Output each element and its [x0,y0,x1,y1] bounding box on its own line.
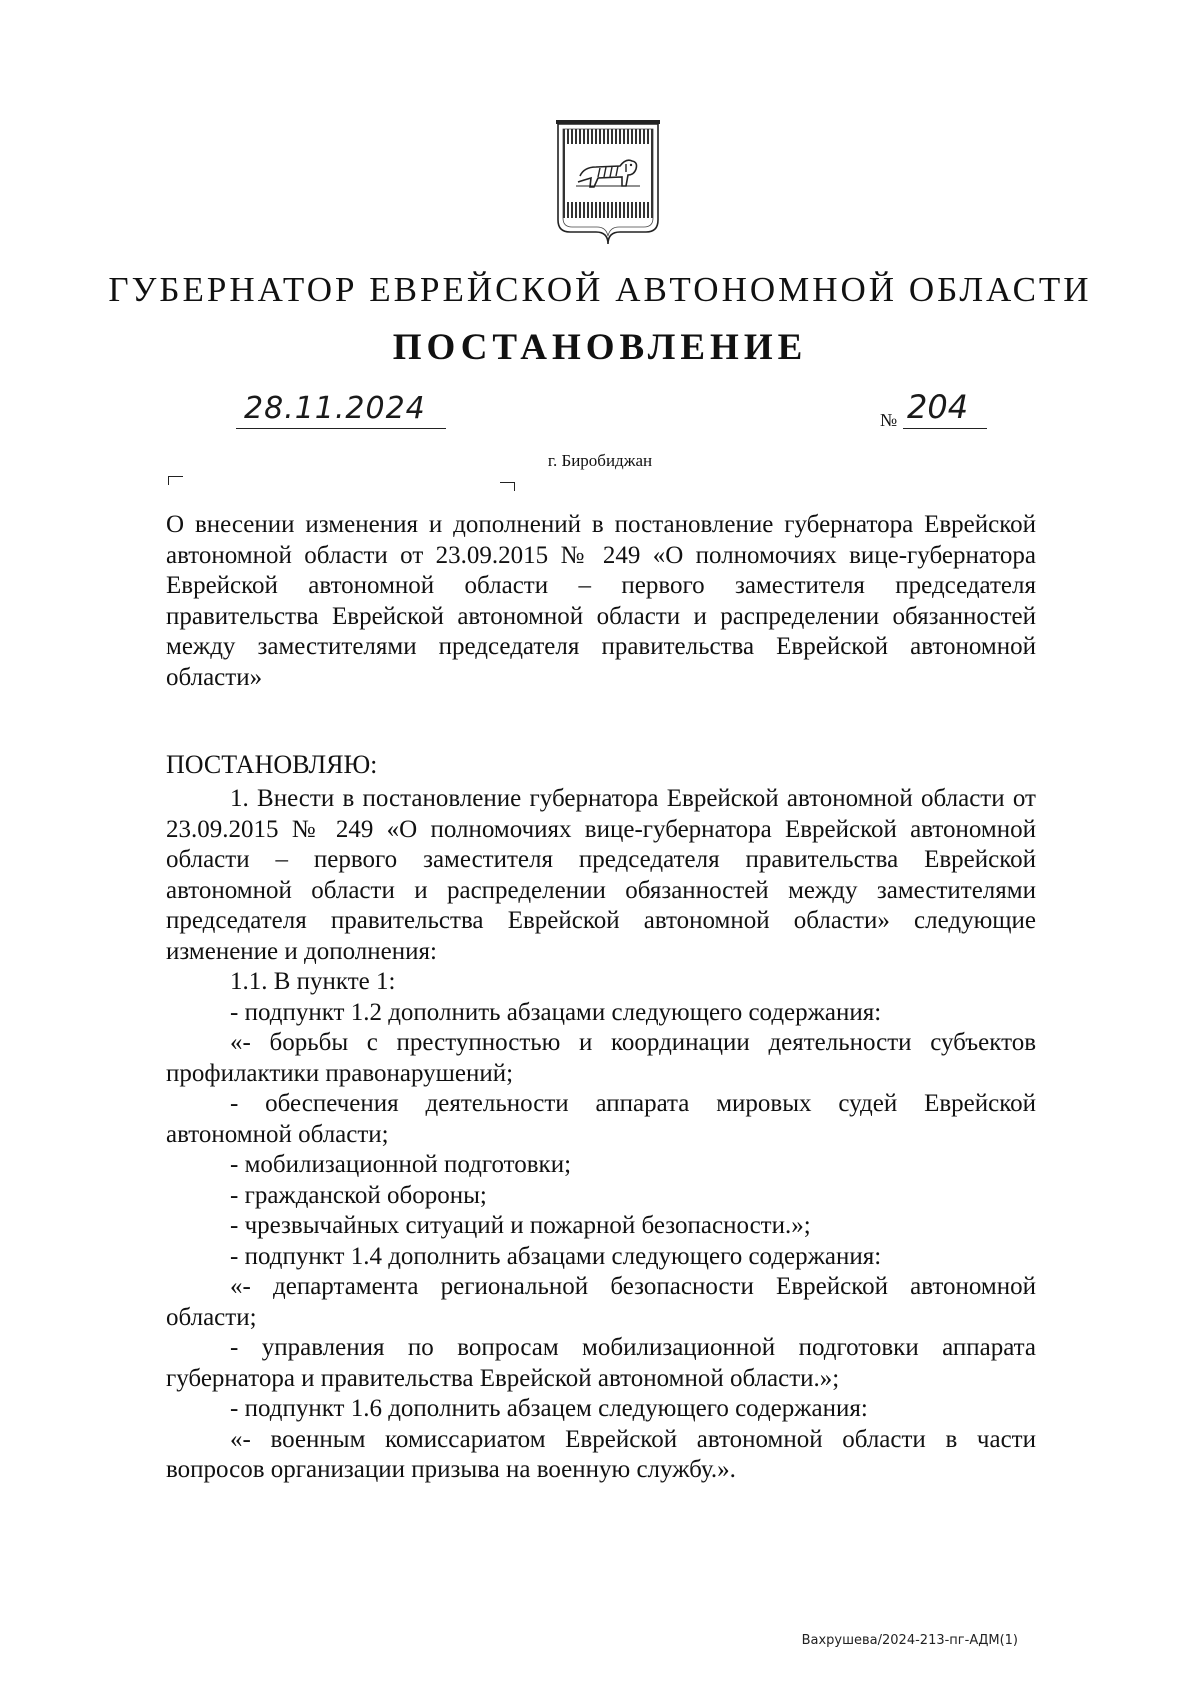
body-paragraph: - подпункт 1.6 дополнить абзацем следующего содержания: [230,1395,868,1422]
body-paragraph: «- военным комиссариатом Еврейской автономной области в части вопросов организации призыва на военную службу.». [166,1425,1036,1483]
body-paragraph: «- борьбы с преступностью и координации деятельности субъектов профилактики правонарушений; [166,1029,1036,1087]
body-paragraph: - подпункт 1.2 дополнить абзацами следующего содержания: [230,998,882,1026]
body-paragraph: 1. Внести в постановление губернатора Еврейской автономной области от 23.09.2015 № 249 «О полномочиях вице-губернатора Еврейской автономной области – первого заместителя председателя правительства Еврейской автономной области и распределении обязанностей между заместителями председателя правительства Еврейской автономной области» следующие изменение и дополнения: [166,785,1036,965]
city-label: г. Биробиджан [547,451,653,470]
number-label: № [880,410,898,430]
body-paragraph: - подпункт 1.4 дополнить абзацами следующего содержания: [230,1242,882,1270]
body-paragraph: «- департамента региональной безопасности Еврейской автономной области; [166,1273,1036,1331]
document-type: ПОСТАНОВЛЕНИЕ [392,327,808,368]
body-paragraph: - обеспечения деятельности аппарата мировых судей Еврейской автономной области; [166,1090,1036,1148]
coat-of-arms-icon [556,120,660,246]
subject-corner-right [500,482,515,491]
body-paragraph: - гражданской обороны; [230,1181,487,1209]
subject-corner-left [168,476,183,485]
number-field [903,384,987,429]
document-body [166,784,1036,1486]
body-paragraph: 1.1. В пункте 1: [230,968,396,995]
issuer-title: ГУБЕРНАТОР ЕВРЕЙСКОЙ АВТОНОМНОЙ ОБЛАСТИ [108,270,1092,309]
body-paragraph: - мобилизационной подготовки; [230,1151,572,1178]
footer-reference: Вахрушева/2024-213-пг-АДМ(1) [801,1633,1018,1648]
body-paragraph: - чрезвычайных ситуаций и пожарной безопасности.»; [230,1212,811,1239]
date-field [236,384,446,429]
document-subject: О внесении изменения и дополнений в постановление губернатора Еврейской автономной области от 23.09.2015 № 249 «О полномочиях вице-губернатора Еврейской автономной области – первого заместителя председателя правительства Еврейской автономной области и распределении обязанностей между заместителями председателя правительства Еврейской автономной области» [166,511,1036,691]
resolve-heading: ПОСТАНОВЛЯЮ: [166,750,378,779]
handwritten-number: 204 [907,388,969,426]
body-paragraph: - управления по вопросам мобилизационной подготовки аппарата губернатора и правительства Еврейской автономной области.»; [166,1334,1036,1392]
handwritten-date: 28.11.2024 [244,391,426,426]
